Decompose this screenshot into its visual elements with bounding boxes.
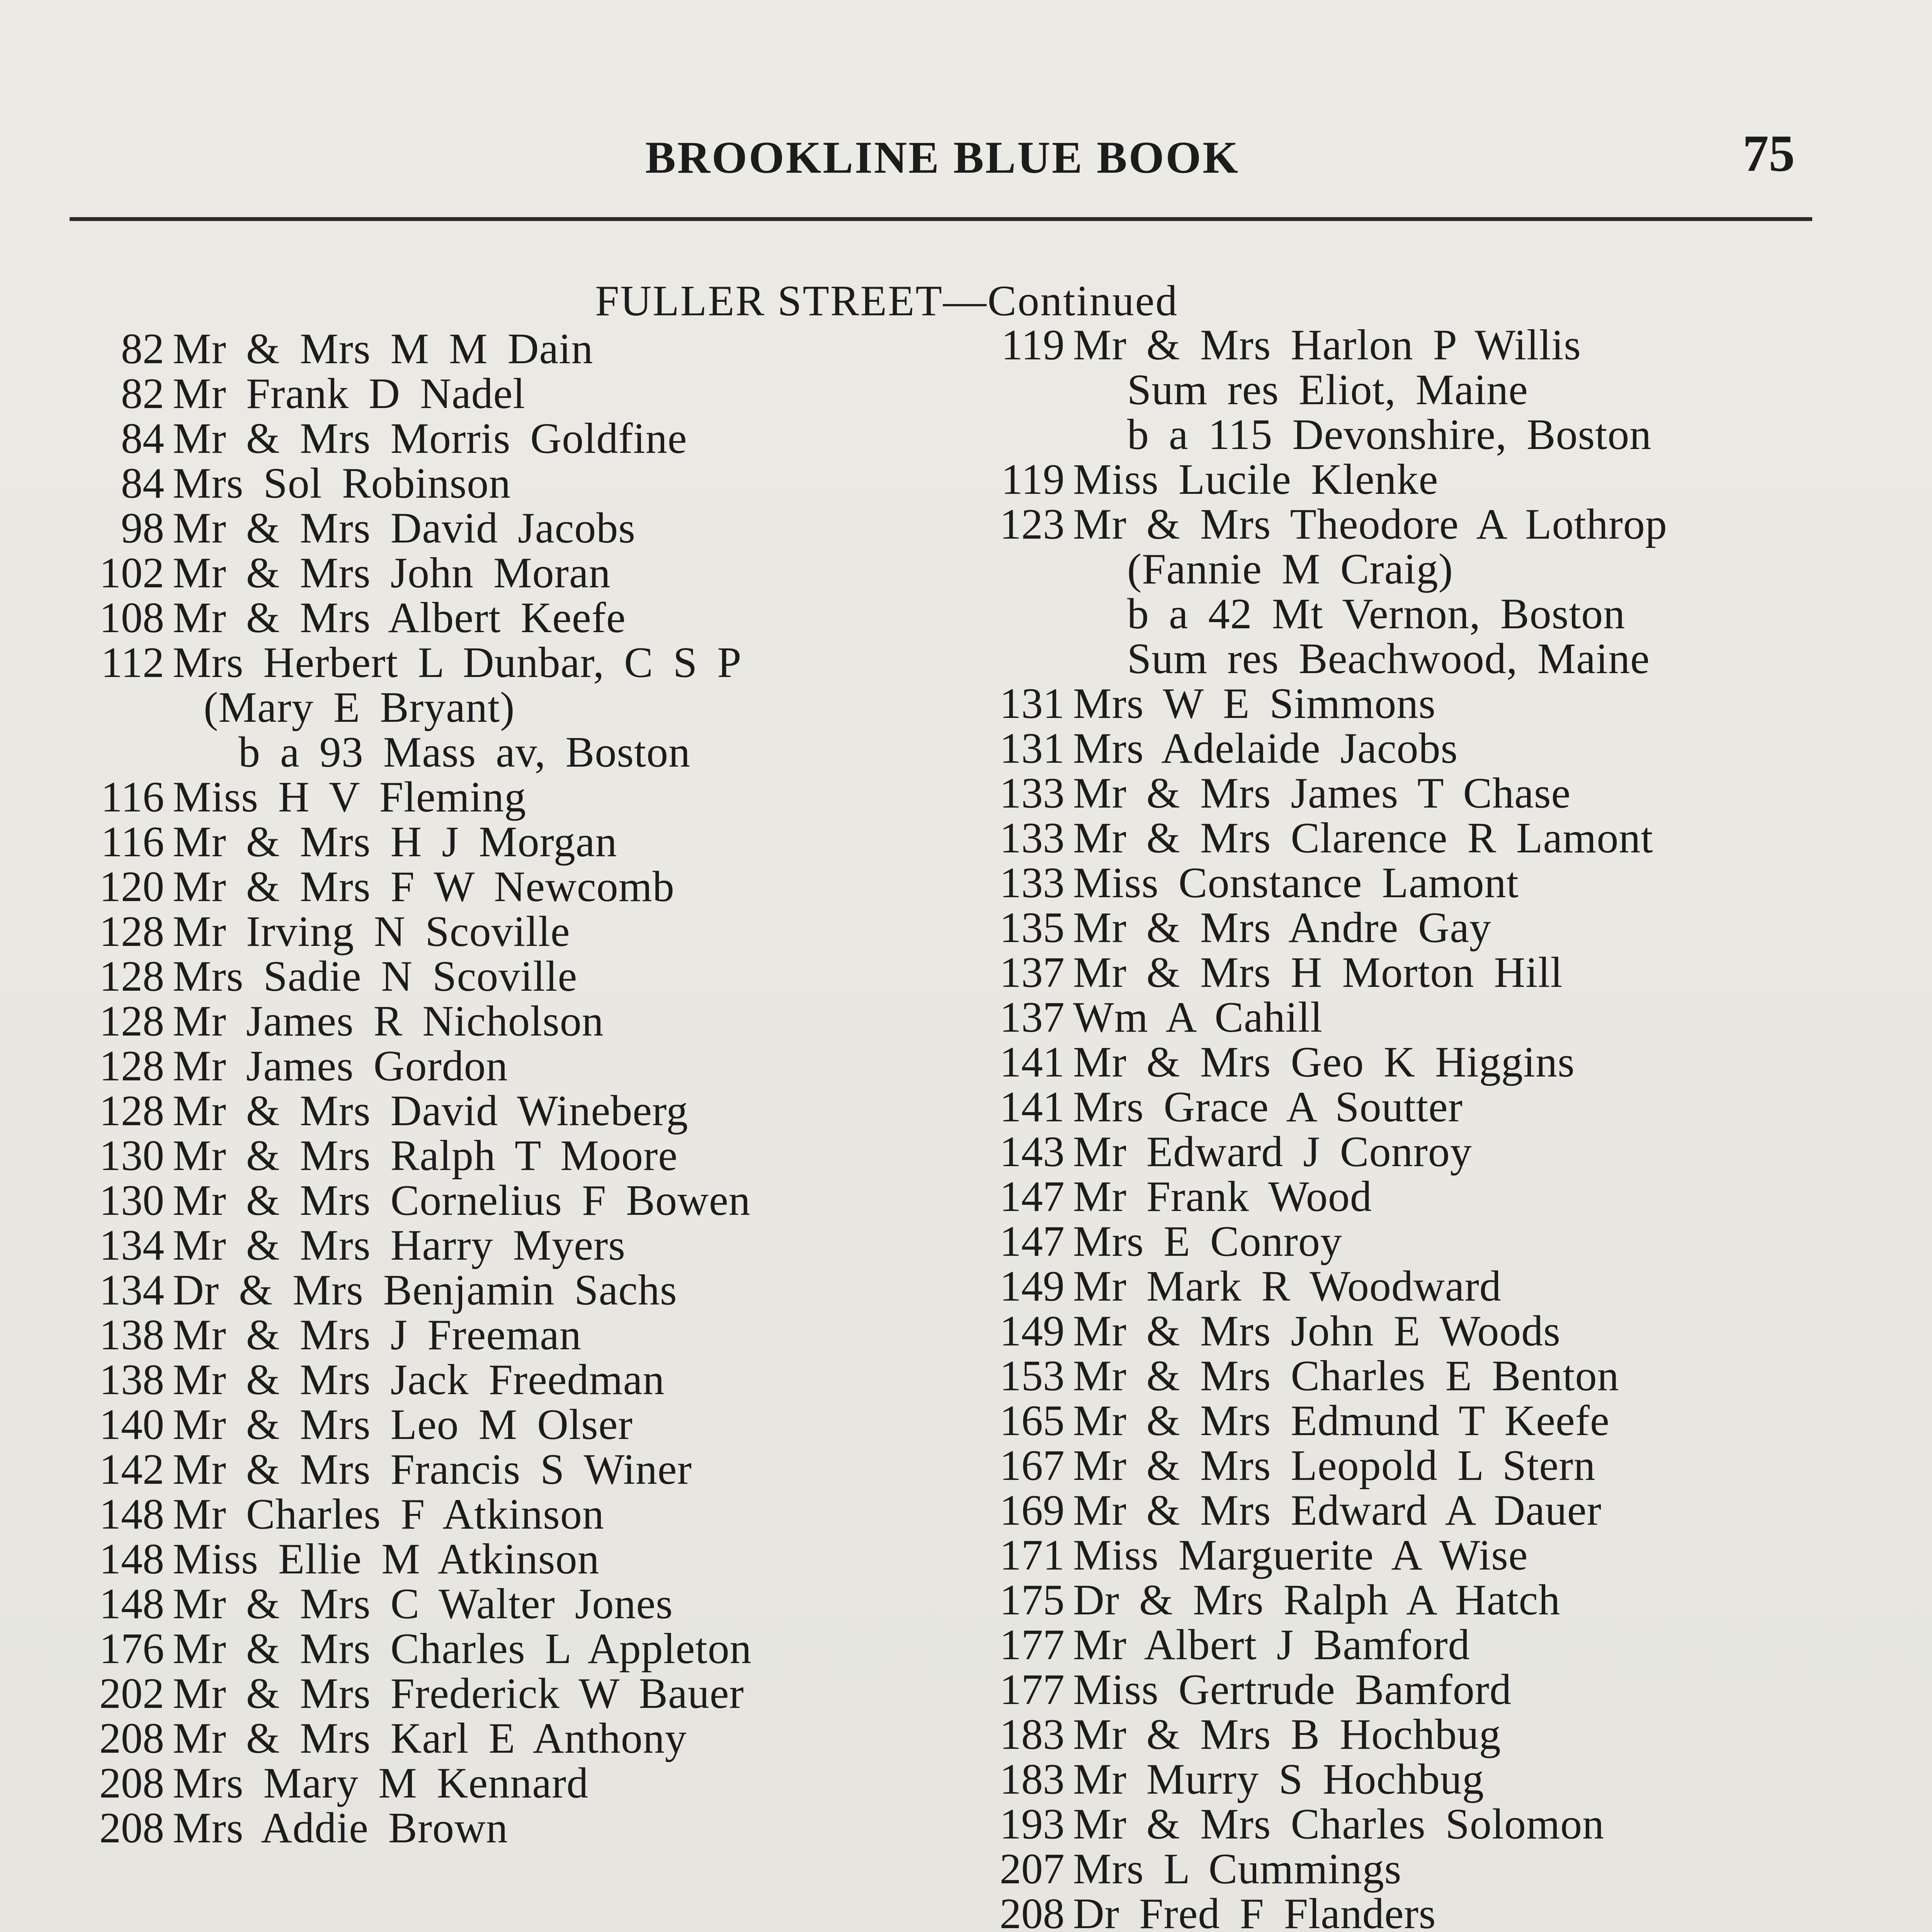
resident-name: Dr & Mrs Ralph A Hatch <box>1073 1576 1561 1624</box>
directory-entry <box>968 1174 1667 1219</box>
house-number: 135 <box>1000 904 1065 952</box>
resident-name: Mr & Mrs Edmund T Keefe <box>1073 1397 1610 1445</box>
house-number: 169 <box>1000 1486 1065 1534</box>
directory-entry <box>68 640 752 685</box>
house-number: 183 <box>1000 1711 1065 1759</box>
resident-name: Mr & Mrs Edward A Dauer <box>1073 1486 1602 1534</box>
directory-entry <box>968 323 1667 367</box>
directory-entry <box>968 905 1667 950</box>
house-number: 134 <box>99 1221 164 1269</box>
directory-entry <box>968 547 1667 592</box>
resident-name: Mr James Gordon <box>173 1042 508 1090</box>
resident-name: Miss Gertrude Bamford <box>1073 1666 1512 1714</box>
directory-entry <box>968 1040 1667 1085</box>
house-number: 141 <box>1000 1038 1065 1086</box>
directory-entry <box>968 861 1667 905</box>
house-number: 133 <box>1000 769 1065 817</box>
house-number: 153 <box>1000 1352 1065 1400</box>
running-title: BROOKLINE BLUE BOOK <box>645 132 1240 183</box>
house-number: 193 <box>1000 1800 1065 1848</box>
directory-entry <box>68 371 752 416</box>
house-number: 149 <box>1000 1307 1065 1355</box>
header-rule <box>70 217 1812 221</box>
house-number: 123 <box>1000 500 1065 548</box>
resident-name: Mr & Mrs M M Dain <box>173 325 594 373</box>
resident-name: Miss Marguerite A Wise <box>1073 1531 1528 1579</box>
house-number: 208 <box>99 1759 164 1807</box>
fuller-street-left-column <box>68 327 752 1850</box>
resident-name: (Mary E Bryant) <box>204 684 515 731</box>
directory-entry <box>68 461 752 506</box>
fuller-street-right-column <box>968 323 1667 1932</box>
directory-entry <box>68 1806 752 1850</box>
resident-name: Mr & Mrs Leo M Olser <box>173 1401 633 1449</box>
resident-name: Mr & Mrs J Freeman <box>173 1311 582 1359</box>
house-number: 131 <box>1000 724 1065 772</box>
resident-name: Mr & Mrs David Wineberg <box>173 1087 689 1135</box>
house-number: 84 <box>121 459 164 507</box>
directory-entry <box>68 954 752 999</box>
resident-name: Mr & Mrs John E Woods <box>1073 1307 1561 1355</box>
house-number: 148 <box>99 1535 164 1583</box>
resident-name: Mr & Mrs Harry Myers <box>173 1221 626 1269</box>
resident-name: b a 42 Mt Vernon, Boston <box>1127 590 1626 638</box>
resident-name: Mr & Mrs Harlon P Willis <box>1073 321 1581 369</box>
directory-entry <box>68 551 752 595</box>
resident-name: Mr & Mrs Theodore A Lothrop <box>1073 500 1667 548</box>
resident-name: Mrs Sadie N Scoville <box>173 952 578 1000</box>
resident-name: Mrs Herbert L Dunbar, C S P <box>173 639 742 687</box>
house-number: 208 <box>1000 1890 1065 1932</box>
directory-entry <box>968 816 1667 861</box>
resident-name: Mrs Sol Robinson <box>173 459 511 507</box>
house-number: 130 <box>99 1132 164 1180</box>
directory-entry <box>968 1129 1667 1174</box>
house-number: 102 <box>99 549 164 597</box>
directory-entry <box>968 950 1667 995</box>
directory-entry <box>968 1085 1667 1129</box>
house-number: 147 <box>1000 1173 1065 1221</box>
house-number: 142 <box>99 1446 164 1493</box>
house-number: 131 <box>1000 680 1065 728</box>
resident-name: Miss Lucile Klenke <box>1073 456 1439 503</box>
directory-entry <box>68 1537 752 1582</box>
directory-entry <box>968 1488 1667 1533</box>
resident-name: Mr & Mrs H Morton Hill <box>1073 949 1563 997</box>
directory-entry <box>968 1354 1667 1398</box>
directory-entry <box>968 412 1667 457</box>
directory-entry <box>68 685 752 730</box>
house-number: 138 <box>99 1311 164 1359</box>
directory-entry <box>968 367 1667 412</box>
directory-entry <box>968 1219 1667 1264</box>
house-number: 130 <box>99 1177 164 1225</box>
resident-name: Mr & Mrs H J Morgan <box>173 818 617 866</box>
directory-entry <box>68 1044 752 1088</box>
directory-entry <box>68 1716 752 1761</box>
house-number: 141 <box>1000 1083 1065 1131</box>
house-number: 116 <box>101 773 164 821</box>
resident-name: Mrs Grace A Soutter <box>1073 1083 1463 1131</box>
directory-entry <box>968 1847 1667 1891</box>
directory-entry <box>68 820 752 864</box>
resident-name: Miss Constance Lamont <box>1073 859 1519 907</box>
directory-entry <box>68 999 752 1044</box>
directory-entry <box>68 864 752 909</box>
directory-entry <box>968 1264 1667 1309</box>
directory-entry <box>968 457 1667 502</box>
resident-name: b a 93 Mass av, Boston <box>238 728 691 776</box>
house-number: 138 <box>99 1356 164 1404</box>
directory-entry <box>68 1447 752 1492</box>
directory-entry <box>68 327 752 371</box>
house-number: 149 <box>1000 1262 1065 1310</box>
directory-entry <box>68 1671 752 1716</box>
house-number: 208 <box>99 1804 164 1852</box>
resident-name: Mr & Mrs Francis S Winer <box>173 1446 692 1493</box>
directory-entry <box>968 1891 1667 1932</box>
resident-name: Miss Ellie M Atkinson <box>173 1535 600 1583</box>
directory-entry <box>968 1622 1667 1667</box>
house-number: 175 <box>1000 1576 1065 1624</box>
resident-name: Mr & Mrs Frederick W Bauer <box>173 1670 744 1718</box>
resident-name: b a 115 Devonshire, Boston <box>1127 411 1652 459</box>
house-number: 177 <box>1000 1666 1065 1714</box>
resident-name: Mr Albert J Bamford <box>1073 1621 1470 1669</box>
directory-entry <box>68 506 752 551</box>
directory-entry <box>68 730 752 775</box>
resident-name: Mr James R Nicholson <box>173 997 604 1045</box>
resident-name: Mr & Mrs Ralph T Moore <box>173 1132 678 1180</box>
house-number: 143 <box>1000 1128 1065 1176</box>
directory-entry <box>68 1492 752 1537</box>
directory-entry <box>968 681 1667 726</box>
house-number: 116 <box>101 818 164 866</box>
resident-name: Mr & Mrs Morris Goldfine <box>173 415 687 463</box>
directory-entry <box>68 595 752 640</box>
house-number: 171 <box>1000 1531 1065 1579</box>
house-number: 133 <box>1000 814 1065 862</box>
directory-entry <box>968 502 1667 547</box>
house-number: 140 <box>99 1401 164 1449</box>
house-number: 202 <box>99 1670 164 1718</box>
resident-name: Mr & Mrs Charles Solomon <box>1073 1800 1605 1848</box>
resident-name: Mr & Mrs Karl E Anthony <box>173 1714 687 1762</box>
house-number: 112 <box>101 639 164 687</box>
resident-name: Mr Irving N Scoville <box>173 908 570 956</box>
house-number: 165 <box>1000 1397 1065 1445</box>
house-number: 128 <box>99 952 164 1000</box>
resident-name: Mrs W E Simmons <box>1073 680 1436 728</box>
house-number: 84 <box>121 415 164 463</box>
resident-name: Mr & Mrs B Hochbug <box>1073 1711 1501 1759</box>
section-title-fuller-street: FULLER STREET—Continued <box>595 277 1179 325</box>
directory-entry <box>968 592 1667 636</box>
resident-name: Dr & Mrs Benjamin Sachs <box>173 1266 677 1314</box>
house-number: 128 <box>99 997 164 1045</box>
directory-entry <box>968 1578 1667 1622</box>
resident-name: Mr & Mrs C Walter Jones <box>173 1580 673 1628</box>
directory-entry <box>68 1761 752 1806</box>
house-number: 134 <box>99 1266 164 1314</box>
directory-entry <box>68 1357 752 1402</box>
directory-entry <box>68 1088 752 1133</box>
resident-name: (Fannie M Craig) <box>1127 545 1453 593</box>
house-number: 120 <box>99 863 164 911</box>
house-number: 176 <box>99 1625 164 1673</box>
directory-entry <box>968 1309 1667 1354</box>
house-number: 133 <box>1000 859 1065 907</box>
resident-name: Mr & Mrs Jack Freedman <box>173 1356 665 1404</box>
resident-name: Mrs E Conroy <box>1073 1218 1342 1265</box>
house-number: 128 <box>99 1087 164 1135</box>
house-number: 207 <box>1000 1845 1065 1893</box>
resident-name: Mr & Mrs Charles L Appleton <box>173 1625 752 1673</box>
directory-entry <box>968 1443 1667 1488</box>
house-number: 148 <box>99 1580 164 1628</box>
resident-name: Sum res Eliot, Maine <box>1127 366 1528 414</box>
house-number: 82 <box>121 325 164 373</box>
directory-entry <box>68 775 752 820</box>
resident-name: Mr & Mrs James T Chase <box>1073 769 1571 817</box>
directory-entry <box>68 1402 752 1447</box>
house-number: 183 <box>1000 1755 1065 1803</box>
house-number: 98 <box>121 504 164 552</box>
resident-name: Mr Frank D Nadel <box>173 370 526 418</box>
directory-entry <box>68 1626 752 1671</box>
directory-entry <box>68 1313 752 1357</box>
house-number: 167 <box>1000 1442 1065 1490</box>
house-number: 137 <box>1000 949 1065 997</box>
resident-name: Mr Charles F Atkinson <box>173 1490 604 1538</box>
directory-entry <box>968 771 1667 816</box>
directory-entry <box>68 1223 752 1268</box>
resident-name: Mr & Mrs Charles E Benton <box>1073 1352 1619 1400</box>
resident-name: Mr Murry S Hochbug <box>1073 1755 1484 1803</box>
directory-entry <box>968 1712 1667 1757</box>
resident-name: Mr Edward J Conroy <box>1073 1128 1472 1176</box>
directory-entry <box>968 995 1667 1040</box>
resident-name: Mr & Mrs David Jacobs <box>173 504 636 552</box>
resident-name: Sum res Beachwood, Maine <box>1127 635 1650 683</box>
directory-entry <box>968 1802 1667 1847</box>
directory-entry <box>968 1398 1667 1443</box>
resident-name: Miss H V Fleming <box>173 773 526 821</box>
resident-name: Mrs L Cummings <box>1073 1845 1402 1893</box>
resident-name: Mr & Mrs Andre Gay <box>1073 904 1492 952</box>
house-number: 119 <box>1001 321 1065 369</box>
resident-name: Dr Fred F Flanders <box>1073 1890 1436 1932</box>
page-number: 75 <box>1743 125 1795 182</box>
directory-entry <box>68 1582 752 1626</box>
house-number: 108 <box>99 594 164 642</box>
house-number: 148 <box>99 1490 164 1538</box>
directory-entry <box>968 1667 1667 1712</box>
house-number: 128 <box>99 908 164 956</box>
directory-entry <box>68 416 752 461</box>
house-number: 208 <box>99 1714 164 1762</box>
directory-entry <box>68 1178 752 1223</box>
directory-entry <box>68 1268 752 1313</box>
resident-name: Mr & Mrs F W Newcomb <box>173 863 675 911</box>
directory-entry <box>68 1133 752 1178</box>
directory-entry <box>68 909 752 954</box>
resident-name: Mr Mark R Woodward <box>1073 1262 1502 1310</box>
resident-name: Mr & Mrs John Moran <box>173 549 611 597</box>
resident-name: Mr Frank Wood <box>1073 1173 1372 1221</box>
resident-name: Mr & Mrs Albert Keefe <box>173 594 626 642</box>
directory-entry <box>968 636 1667 681</box>
resident-name: Mrs Addie Brown <box>173 1804 508 1852</box>
directory-entry <box>968 1757 1667 1802</box>
house-number: 147 <box>1000 1218 1065 1265</box>
house-number: 128 <box>99 1042 164 1090</box>
resident-name: Mr & Mrs Clarence R Lamont <box>1073 814 1653 862</box>
house-number: 119 <box>1001 456 1065 503</box>
resident-name: Mr & Mrs Leopold L Stern <box>1073 1442 1596 1490</box>
resident-name: Mr & Mrs Geo K Higgins <box>1073 1038 1575 1086</box>
resident-name: Wm A Cahill <box>1073 993 1323 1041</box>
house-number: 177 <box>1000 1621 1065 1669</box>
directory-entry <box>968 1533 1667 1578</box>
house-number: 82 <box>121 370 164 418</box>
directory-entry <box>968 726 1667 771</box>
resident-name: Mrs Mary M Kennard <box>173 1759 589 1807</box>
resident-name: Mr & Mrs Cornelius F Bowen <box>173 1177 751 1225</box>
house-number: 137 <box>1000 993 1065 1041</box>
resident-name: Mrs Adelaide Jacobs <box>1073 724 1458 772</box>
